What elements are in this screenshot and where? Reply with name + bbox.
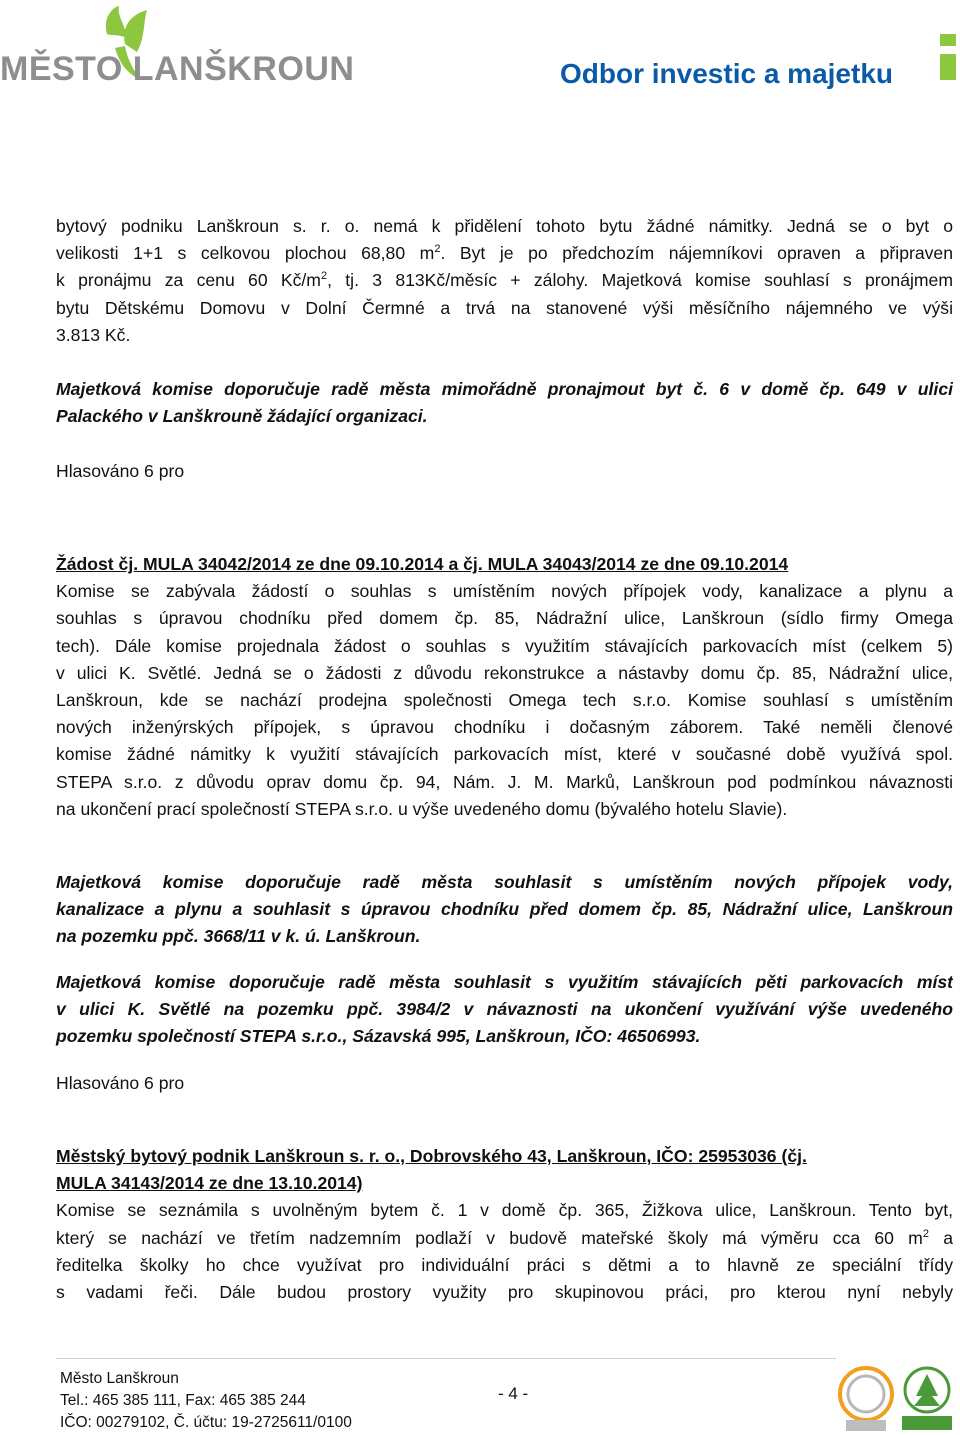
footer-divider [56,1358,836,1359]
paragraph-apartment-1 [56,213,953,349]
text-line: v ulici K. Světlé na pozemku ppč. 3984/2 v návaznosti na ukončení využívání výše uvedeného [56,999,953,1020]
text-line: bytu Dětskému Domovu v Dolní Čermné a trvá na stanovené výši měsíčního nájemného ve výši [56,297,953,318]
pefc-logo-icon [900,1366,954,1432]
section-heading: Žádost čj. MULA 34042/2014 ze dne 09.10.2014 a čj. MULA 34043/2014 ze dne 09.10.2014 [56,554,789,574]
text-line: na pozemku ppč. 3668/11 v k. ú. Lanškroun. [56,926,421,947]
text-line: komise žádné námitky k využití stávajících parkovacích míst, které v současné době využívá spol. [56,744,953,765]
recommendation-3 [56,969,953,1051]
text-line: Komise se seznámila s uvolněným bytem č. 1 v domě čp. 365, Žižkova ulice, Lanškroun. Tento byt, [56,1200,953,1221]
text-line: v ulici K. Světlé. Jedná se o žádosti z důvodu rekonstrukce a nástavby domu čp. 85, Nádražní ulice, [56,662,953,683]
text-line: s vadami řeči. Dále budou prostory využity pro skupinovou práci, pro kterou nyní nebyly [56,1281,953,1302]
request-section [56,551,953,823]
text-line: na ukončení prací společností STEPA s.r.o. u výše uvedeného domu (bývalého hotelu Slavie). [56,798,788,819]
city-logo [0,50,354,89]
text-line: souhlas s úpravou chodníku před domem čp. 85, Nádražní ulice, Lanškroun (sídlo firmy Omega [56,608,953,629]
vote-result-1: Hlasováno 6 pro [56,461,185,481]
section-heading: Městský bytový podnik Lanškroun s. r. o., Dobrovského 43, Lanškroun, IČO: 25953036 (čj. [56,1146,807,1166]
text-line: pozemku společností STEPA s.r.o., Sázavská 995, Lanškroun, IČO: 46506993. [56,1026,701,1047]
vote-result-2: Hlasováno 6 pro [56,1073,185,1093]
recommendation-1 [56,376,953,430]
text-line: velikosti 1+1 s celkovou plochou 68,80 $m^2$. Byt je po předchozím nájemníkovi opraven a připraven [56,243,953,264]
brand-squares-icon [912,34,956,80]
text-line: Majetková komise doporučuje radě města souhlasit s umístěním nových přípojek vody, [56,872,953,892]
footer-phone: Tel.: 465 385 111, Fax: 465 385 244 [60,1392,306,1409]
logo-text-a: MĚSTO [0,50,123,88]
text-line: nových inženýrských přípojek, s úpravou chodníku i dočasným záborem. Také neměli členové [56,717,953,738]
certification-badge-icon [836,1366,896,1432]
recommendation-2 [56,869,953,951]
department-title: Odbor investic a majetku [560,58,893,89]
text-line: Komise se zabývala žádostí o souhlas s umístěním nových přípojek vody, kanalizace a plynu a [56,581,953,602]
text-line: bytový podniku Lanškroun s. r. o. nemá k přidělení tohoto bytu žádné námitky. Jedná se o byt o [56,216,953,236]
page-number: - 4 - [498,1384,529,1403]
text-line: Majetková komise doporučuje radě města mimořádně pronajmout byt č. 6 v domě čp. 649 v ulici [56,379,953,399]
text-line: kanalizace a plynu a souhlasit s úpravou chodníku před domem čp. 85, Nádražní ulice, Lanškroun [56,899,953,920]
text-line: Palackého v Lanškrouně žádající organizaci. [56,406,428,427]
text-line: Majetková komise doporučuje radě města souhlasit s využitím stávajících pěti parkovacích míst [56,972,953,992]
text-line: 3.813 Kč. [56,324,131,345]
text-line: ředitelka školky ho chce využívat pro individuální práci s dětmi a to hlavně ze speciální třídy [56,1254,953,1275]
footer-org: Město Lanškroun [60,1370,179,1387]
logo-text-b: LANŠKROUN [132,50,355,88]
housing-company-section [56,1143,953,1306]
text-line: k pronájmu za cenu 60 $Kč/m^2$, tj. 3 813Kč/měsíc + zálohy. Majetková komise souhlasí s pronájmem [56,270,953,291]
text-line: Lanškroun, kde se nachází prodejna společnosti Omega tech s.r.o. Komise souhlasí s umístěním [56,689,953,710]
section-heading: MULA 34143/2014 ze dne 13.10.2014) [56,1173,363,1194]
text-line: který se nachází ve třetím nadzemním podlaží v budově mateřské školy má výměru cca 60 $m^2$ a [56,1227,953,1248]
text-line: STEPA s.r.o. z důvodu oprav domu čp. 94, Nám. J. M. Marků, Lanškroun pod podmínkou návaznosti [56,771,953,792]
text-line: tech). Dále komise projednala žádost o souhlas s využitím stávajících parkovacích míst (celkem 5) [56,635,953,656]
footer-ico: IČO: 00279102, Č. účtu: 19-2725611/0100 [60,1414,352,1431]
